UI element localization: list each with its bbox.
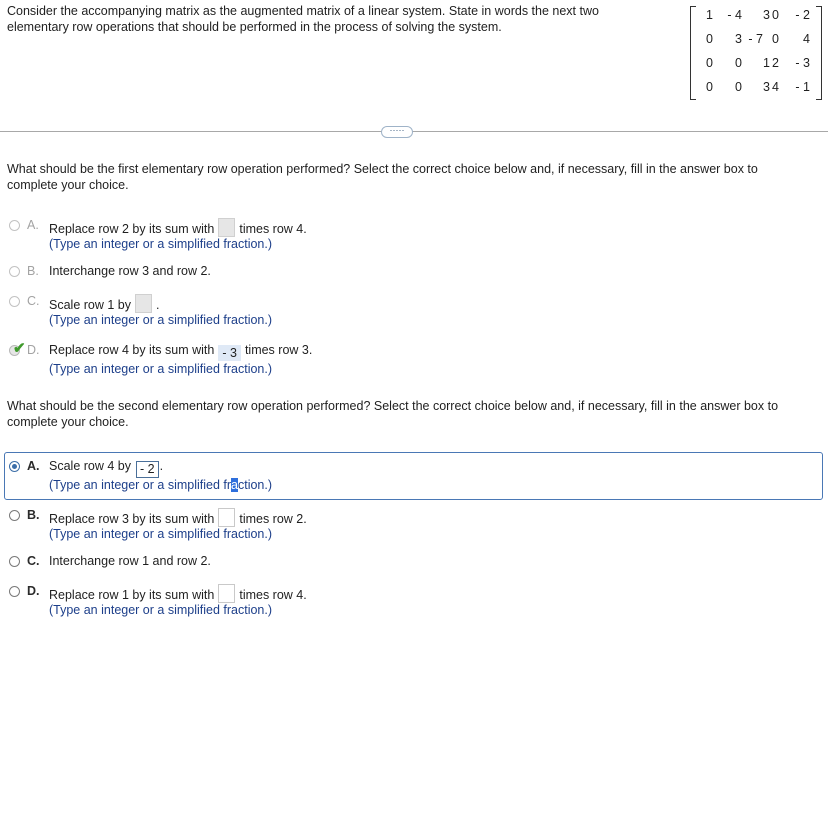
q2-option-c-letter: C. [27, 554, 40, 568]
q2-option-b-text: Replace row 3 by its sum with [49, 512, 215, 526]
q1-option-a[interactable] [7, 218, 807, 251]
matrix-left-bracket [690, 6, 696, 100]
q1-option-a-hint: (Type an integer or a simplified fraction.) [49, 237, 273, 251]
q2-option-d[interactable] [7, 584, 807, 617]
q2-option-d-text: Replace row 1 by its sum with [49, 588, 215, 602]
q1-option-d[interactable] [7, 340, 807, 376]
q1-option-b-text: Interchange row 3 and row 2. [49, 264, 211, 278]
q1-option-c-radio[interactable] [9, 296, 20, 307]
matrix-right-bracket [816, 6, 822, 100]
matrix-cell: 3 [763, 8, 770, 22]
q1-option-a-letter: A. [27, 218, 39, 232]
q1-option-b[interactable] [7, 264, 807, 284]
q1-option-d-text-after: times row 3. [244, 343, 313, 357]
q1-option-a-text-after: times row 4. [239, 222, 307, 236]
q1-option-a-text: Replace row 2 by its sum with [49, 222, 215, 236]
problem-prompt: Consider the accompanying matrix as the augmented matrix of a linear system. State in words the next two elementary row operations that should be performed in the process of solving the system. [7, 4, 599, 34]
q2-option-d-letter: D. [27, 584, 40, 598]
q2-option-d-hint: (Type an integer or a simplified fraction.) [49, 603, 273, 617]
matrix-cell: - 7 [748, 32, 763, 46]
matrix-cell: 3 [735, 32, 742, 46]
expand-more-button[interactable]: ····· [381, 126, 413, 138]
q2-option-b-hint: (Type an integer or a simplified fraction.) [49, 527, 273, 541]
question-1-text: What should be the first elementary row operation performed? Select the correct choice below and, if necessary, fill in the answer box to complete your choice. [7, 162, 758, 192]
q2-option-a-radio[interactable] [9, 461, 20, 472]
q1-option-b-radio[interactable] [9, 266, 20, 277]
q1-option-d-text: Replace row 4 by its sum with [49, 343, 215, 357]
q2-option-c-radio[interactable] [9, 556, 20, 567]
correct-check-icon: ✔ [13, 340, 26, 357]
matrix-cell: 0 [772, 32, 779, 46]
q1-option-b-letter: B. [27, 264, 39, 278]
q1-option-d-hint: (Type an integer or a simplified fraction.) [49, 362, 273, 376]
q2-option-c-text: Interchange row 1 and row 2. [49, 554, 211, 568]
q2-option-a-hint-part: ction.) [237, 478, 273, 492]
q1-option-a-radio[interactable] [9, 220, 20, 231]
matrix-cell: - 4 [727, 8, 742, 22]
q2-option-d-text-after: times row 4. [239, 588, 307, 602]
matrix-cell: 0 [735, 56, 742, 70]
matrix-cell: - 1 [795, 80, 810, 94]
text-selection-highlight: a [231, 478, 238, 492]
q2-option-b-text-after: times row 2. [239, 512, 307, 526]
q2-option-d-answer-box[interactable] [218, 584, 235, 603]
matrix-cell: 0 [735, 80, 742, 94]
q1-option-c-answer-box[interactable] [135, 294, 152, 313]
q2-option-a-hint [49, 478, 272, 492]
q2-option-b[interactable] [7, 508, 807, 541]
matrix-cell: 3 [763, 80, 770, 94]
q1-option-c-text-after: . [155, 298, 160, 312]
q2-option-a-letter: A. [27, 459, 40, 473]
q2-option-b-radio[interactable] [9, 510, 20, 521]
section-divider [0, 131, 828, 132]
matrix-cell: 4 [772, 80, 779, 94]
matrix-cell: 0 [772, 8, 779, 22]
q1-option-c-text: Scale row 1 by [49, 298, 131, 312]
q1-option-d-answer-value: - 3 [218, 345, 241, 361]
q2-option-b-letter: B. [27, 508, 40, 522]
q2-option-d-radio[interactable] [9, 586, 20, 597]
matrix-cell: 1 [706, 8, 713, 22]
matrix-cell: 0 [706, 80, 713, 94]
q1-option-c-hint: (Type an integer or a simplified fraction.) [49, 313, 273, 327]
matrix-cell: 0 [706, 32, 713, 46]
q2-option-c[interactable] [7, 554, 807, 574]
q1-option-a-answer-box[interactable] [218, 218, 235, 237]
q1-option-c-letter: C. [27, 294, 40, 308]
q1-option-d-letter: D. [27, 343, 40, 357]
q2-option-a-text-after: . [159, 459, 164, 473]
q2-option-a[interactable] [7, 459, 807, 492]
matrix-cell: 0 [706, 56, 713, 70]
matrix-cell: - 3 [795, 56, 810, 70]
q2-option-a-answer-input[interactable]: - 2 [136, 461, 159, 478]
q2-option-a-hint-part: (Type an integer or a simplified fr [49, 478, 232, 492]
q1-option-c[interactable] [7, 294, 807, 327]
question-2-text: What should be the second elementary row operation performed? Select the correct choice below and, if necessary, fill in the answer box to complete your choice. [7, 399, 779, 429]
matrix-cell: 4 [803, 32, 810, 46]
matrix-cell: 2 [772, 56, 779, 70]
matrix-cell: 1 [763, 56, 770, 70]
q2-option-b-answer-box[interactable] [218, 508, 235, 527]
augmented-matrix [690, 4, 822, 102]
q2-option-a-text: Scale row 4 by [49, 459, 131, 473]
matrix-cell: - 2 [795, 8, 810, 22]
